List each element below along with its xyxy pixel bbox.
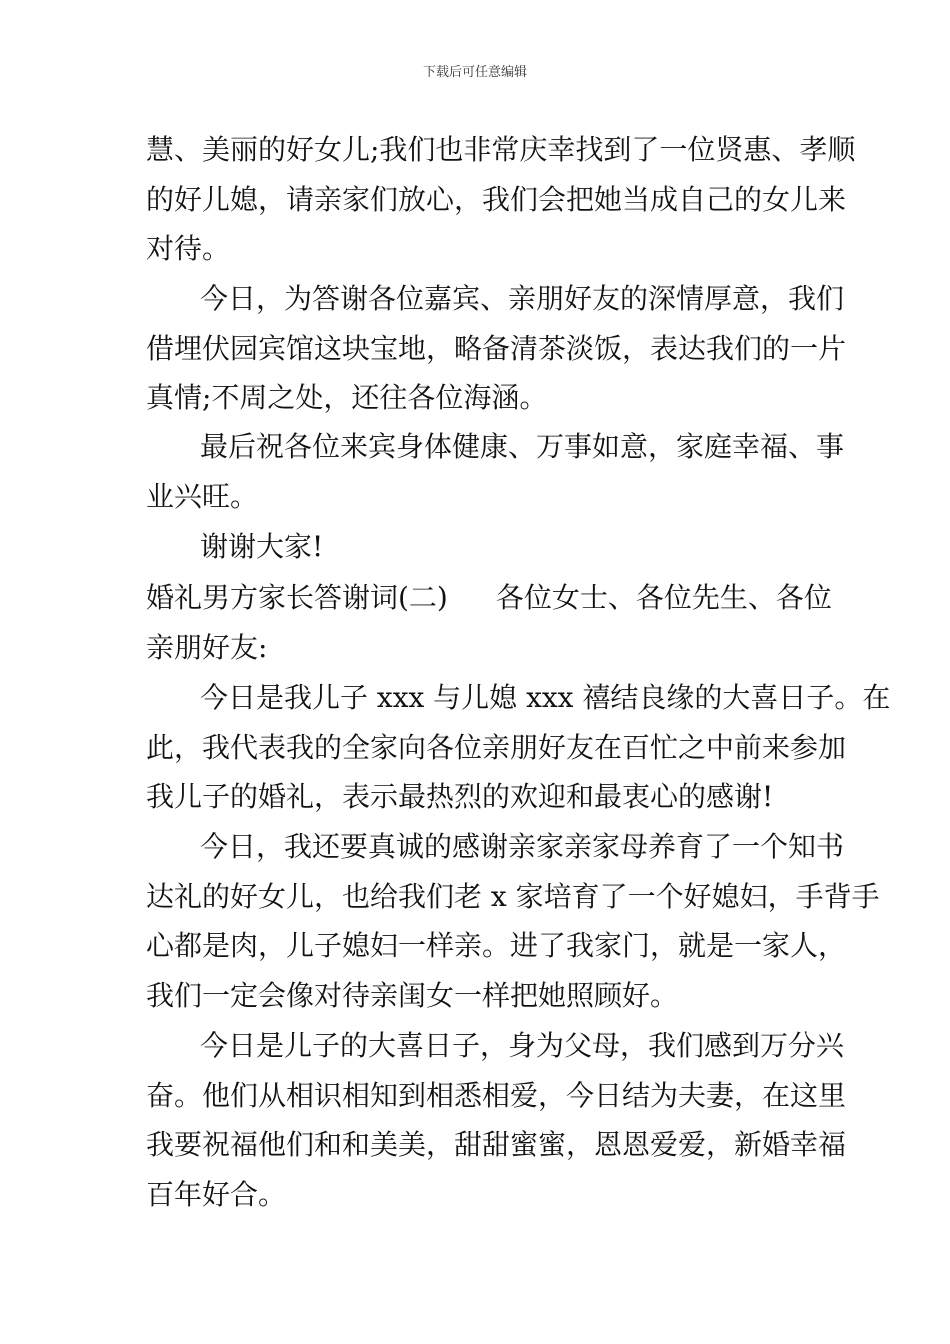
text-line: 百年好合。 [146, 1178, 287, 1211]
text-line: 我儿子的婚礼，表示最热烈的欢迎和最衷心的感谢! [146, 780, 774, 813]
text-line: 我们一定会像对待亲闺女一样把她照顾好。 [146, 979, 679, 1012]
salutation-text: 各位女士、各位先生、各位 [495, 581, 832, 614]
text-line: 的好儿媳，请亲家们放心，我们会把她当成自己的女儿来 [146, 183, 847, 216]
text-line: 业兴旺。 [146, 480, 259, 513]
section-title: 婚礼男方家长答谢词(二) [146, 581, 448, 614]
text-line: 今日，我还要真诚的感谢亲家亲家母养育了一个知书 [200, 830, 845, 863]
text-line: 对待。 [146, 232, 231, 265]
text-line: 亲朋好友: [146, 631, 268, 664]
text-line: 真情;不周之处，还往各位海涵。 [146, 381, 548, 414]
text-line: 最后祝各位来宾身体健康、万事如意，家庭幸福、事 [200, 430, 845, 463]
text-line: 今日，为答谢各位嘉宾、亲朋好友的深情厚意，我们 [200, 282, 845, 315]
text-line: 此，我代表我的全家向各位亲朋好友在百忙之中前来参加 [146, 731, 847, 764]
text-line: 慧、美丽的好女儿;我们也非常庆幸找到了一位贤惠、孝顺 [146, 133, 856, 166]
text-line: 今日是儿子的大喜日子，身为父母，我们感到万分兴 [200, 1029, 845, 1062]
text-line: 今日是我儿子 xxx 与儿媳 xxx 禧结良缘的大喜日子。在 [200, 681, 891, 714]
text-line: 奋。他们从相识相知到相悉相爱，今日结为夫妻，在这里 [146, 1079, 847, 1112]
text-line: 谢谢大家! [200, 530, 324, 563]
text-line: 达礼的好女儿，也给我们老 x 家培育了一个好媳妇，手背手 [146, 880, 880, 913]
section-heading-line [146, 580, 832, 616]
text-line: 借埋伏园宾馆这块宝地，略备清茶淡饭，表达我们的一片 [146, 332, 847, 365]
page-header-note: 下载后可任意编辑 [422, 65, 527, 80]
text-line: 我要祝福他们和和美美，甜甜蜜蜜，恩恩爱爱，新婚幸福 [146, 1128, 847, 1161]
text-line: 心都是肉，儿子媳妇一样亲。进了我家门，就是一家人， [146, 929, 847, 962]
